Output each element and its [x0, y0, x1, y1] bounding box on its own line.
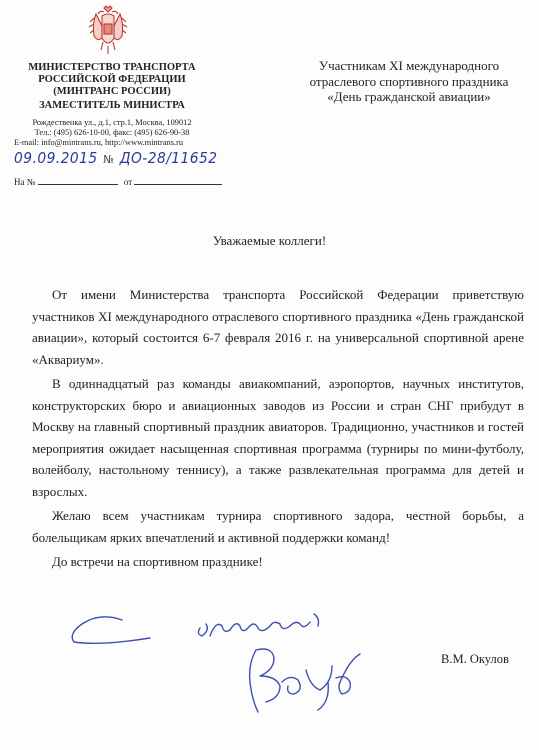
- letter-body: [32, 284, 524, 576]
- signer-name: В.М. Окулов: [441, 652, 509, 666]
- reference-number-blank: [38, 176, 118, 185]
- org-name-line1: МИНИСТЕРСТВО ТРАНСПОРТА: [28, 62, 196, 73]
- letterhead: [14, 62, 210, 148]
- reference-na-label: На №: [14, 177, 36, 187]
- body-paragraph: До встречи на спортивном празднике!: [52, 554, 263, 569]
- body-paragraph: От имени Министерства транспорта Российской Федерации приветствую участников XI международного отраслевого спортивного праздника «День гражданской авиации», который состоится 6-7 февраля 2016 г. на универсальной спортивной арене «Аквариум».: [32, 287, 524, 367]
- greeting: Уважаемые коллеги!: [212, 233, 327, 248]
- org-name-line2: РОССИЙСКОЙ ФЕДЕРАЦИИ: [38, 74, 186, 85]
- registration-number: ДО-28/11652: [119, 149, 218, 167]
- reference-line: [14, 176, 222, 187]
- body-paragraph: В одиннадцатый раз команды авиакомпаний, аэропортов, научных институтов, конструкторских бюро и авиационных заводов из России и стран СНГ прибудут в Москву на главный спортивный праздник авиаторов. Традиционно, участников и гостей мероприятия ожидает насыщенная спортивная программа (турниры по мини-футболу, волейболу, настольному теннису), а также развлекательная программа для детей и взрослых.: [32, 376, 524, 499]
- addressee: Участникам XI международного отраслевого спортивного праздника «День гражданской авиации»: [309, 58, 509, 104]
- registration-no-label: №: [103, 153, 114, 166]
- reference-ot-label: от: [123, 177, 133, 187]
- handwritten-signature: [60, 590, 390, 720]
- registration-date: 09.09.2015: [14, 149, 98, 167]
- coat-of-arms-icon: [86, 4, 130, 56]
- address-line: Рождественка ул., д.1, стр.1, Москва, 109012: [32, 118, 192, 127]
- registration-stamp: [14, 149, 218, 167]
- org-name-line3: (МИНТРАНС РОССИИ): [53, 86, 171, 97]
- phone-line: Тел.: (495) 626-10-00, факс: (495) 626-90-38: [34, 128, 190, 137]
- reference-date-blank: [134, 176, 222, 185]
- contacts-line: E-mail: info@mintrans.ru, http://www.mintrans.ru: [14, 138, 184, 147]
- deputy-minister-title: ЗАМЕСТИТЕЛЬ МИНИСТРА: [39, 100, 185, 111]
- body-paragraph: Желаю всем участникам турнира спортивного задора, честной борьбы, а болельщикам ярких впечатлений и активной поддержки команд!: [32, 508, 524, 545]
